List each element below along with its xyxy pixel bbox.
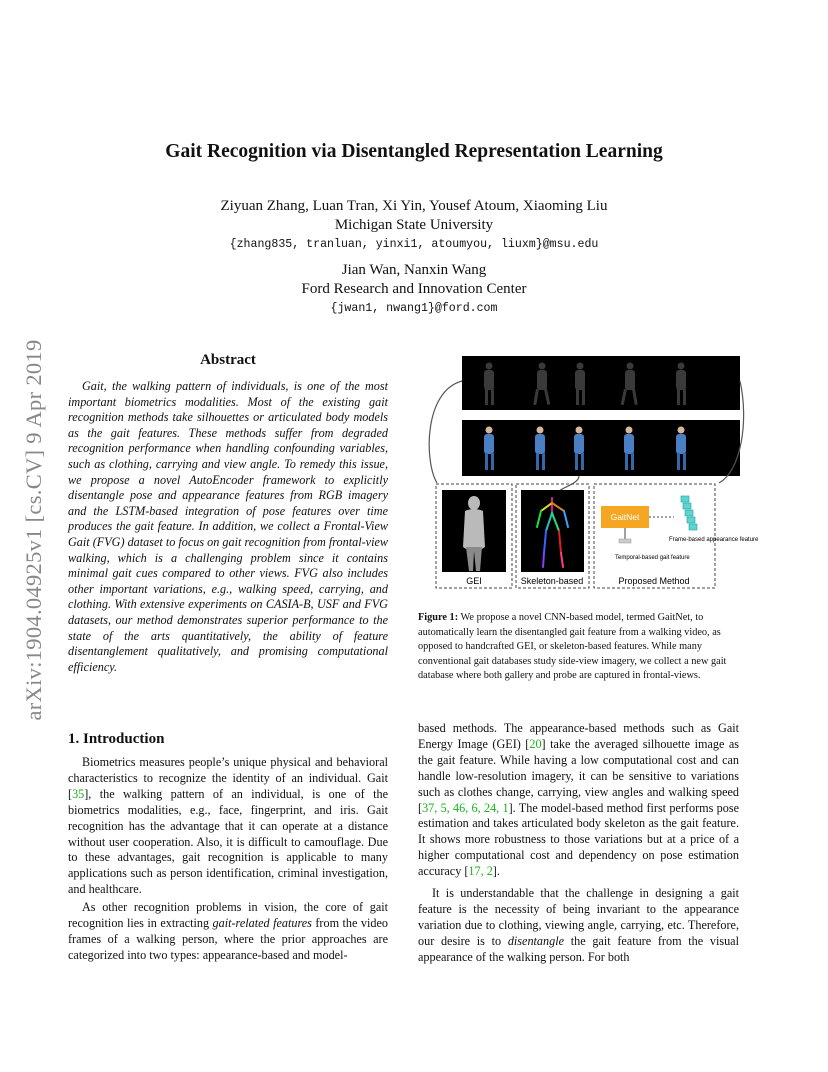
skeleton-label: Skeleton-based: [520, 576, 584, 586]
citation-link[interactable]: 37, 5, 46, 6, 24, 1: [422, 800, 509, 815]
authors-group-2: Jian Wan, Nanxin Wang: [341, 262, 487, 278]
paper-title: Gait Recognition via Disentangled Representation Learning: [165, 141, 663, 162]
appearance-feature-label: Frame-based appearance feature: [669, 537, 759, 543]
affiliation-1: Michigan State University: [334, 217, 494, 233]
abstract-heading: Abstract: [200, 352, 256, 368]
figure-1: [419, 351, 759, 599]
arxiv-stamp: [19, 300, 49, 760]
temporal-feature-label: Temporal-based gait feature: [615, 555, 690, 561]
arc-to-gei: [429, 381, 462, 483]
citation-link[interactable]: 20: [529, 736, 542, 751]
right-paragraph-1: based methods. The appearance-based methods such as Gait Energy Image (GEI) [20] take the averaged silhouette image as the gait feature. While having a low computational cost and can handle low-resolution imagery, it can be sensitive to variations such as clothes change, carrying, view angles and walking speed [37, 5, 46, 6, 24, 1]. The model-based method first performs pose estimation and takes articulated body skeleton as the gait feature. It shows more robustness to those variations but at a price of a higher computational cost and dependency on pose estimation accuracy [17, 2].: [418, 721, 739, 879]
affiliation-2: Ford Research and Innovation Center: [301, 281, 527, 297]
figure-1-diagram: [419, 351, 759, 599]
citation-link[interactable]: 35: [72, 786, 85, 801]
proposed-label: Proposed Method: [618, 576, 690, 586]
appearance-feature-stack: [681, 496, 697, 530]
right-paragraph-2: It is understandable that the challenge in designing a gait feature is the necessity of being invariant to the appearance variation due to clothing, viewing angle, carrying, etc. Therefore, our desire is to disentangle the gait feature from the visual appearance of the walking person. For both: [418, 886, 739, 964]
email-1: {zhang835, tranluan, yinxi1, atoumyou, liuxm}@msu.edu: [229, 238, 599, 251]
silhouette-strip: [462, 356, 740, 410]
proposed-box: [594, 484, 715, 588]
gaitnet-label: GaitNet: [610, 512, 640, 522]
intro-right-column: [418, 721, 739, 966]
rgb-strip: [462, 420, 740, 476]
email-2: {jwan1, nwang1}@ford.com: [330, 302, 498, 315]
section-heading: 1. Introduction: [68, 731, 165, 747]
figure-caption: [418, 611, 738, 684]
intro-left-column: [68, 755, 388, 964]
abstract-text: Gait, the walking pattern of individuals, is one of the most important biometrics modalities. Most of the existing gait recognition methods take silhouettes or articulated body models as the gait features. These methods suffer from degraded recognition performance when handling confounding variables, such as clothing, carrying and view angle. To remedy this issue, we propose a novel AutoEncoder framework to explicitly disentangle pose and appearance features from RGB imagery and the LSTM-based integration of pose features over time produces the gait feature. In addition, we collect a Frontal-View Gait (FVG) dataset to focus on gait recognition from frontal-view walking, which is a challenging problem since it contains minimal gait cues compared to other views. FVG also includes other important variations, e.g., walking speed, carrying, and clothing. With extensive experiments on CASIA-B, USF and FVG datasets, our method demonstrates superior performance to the state of the arts quantitatively, the ability of feature disentanglement qualitatively, and promising computational efficiency.: [68, 379, 388, 674]
citation-link[interactable]: 17, 2: [468, 864, 493, 879]
caption-text: We propose a novel CNN-based model, termed GaitNet, to automatically learn the disentangled gait feature from a walking video, as opposed to handcrafted GEI, or skeleton-based features. While many conventional gait databases study side-view imagery, we collect a new gait database where both gallery and probe are captured in frontal-views.: [418, 612, 727, 682]
caption-label: Figure 1:: [418, 612, 459, 623]
authors-group-1: Ziyuan Zhang, Luan Tran, Xi Yin, Yousef Atoum, Xiaoming Liu: [220, 198, 608, 214]
gei-label: GEI: [466, 576, 482, 586]
intro-paragraph-1: Biometrics measures people’s unique physical and behavioral characteristics to recognize the identity of an individual. Gait [35], the walking pattern of an individual, is one of the biometrics modalities, e.g., face, fingerprint, and iris. Gait recognition has the advantage that it can operate at a distance without user cooperation. Also, it is difficult to camouflage. Due to these advantages, gait recognition is applicable to many applications such as person identification, criminal investigation, and healthcare.: [68, 755, 388, 897]
arxiv-stamp-text: arXiv:1904.04925v1 [cs.CV] 9 Apr 2019: [21, 339, 46, 721]
intro-paragraph-2: As other recognition problems in vision, the core of gait recognition lies in extracting gait-related features from the video frames of a walking person, where the prior approaches are categorized into two types: appearance-based and model-: [68, 900, 388, 962]
